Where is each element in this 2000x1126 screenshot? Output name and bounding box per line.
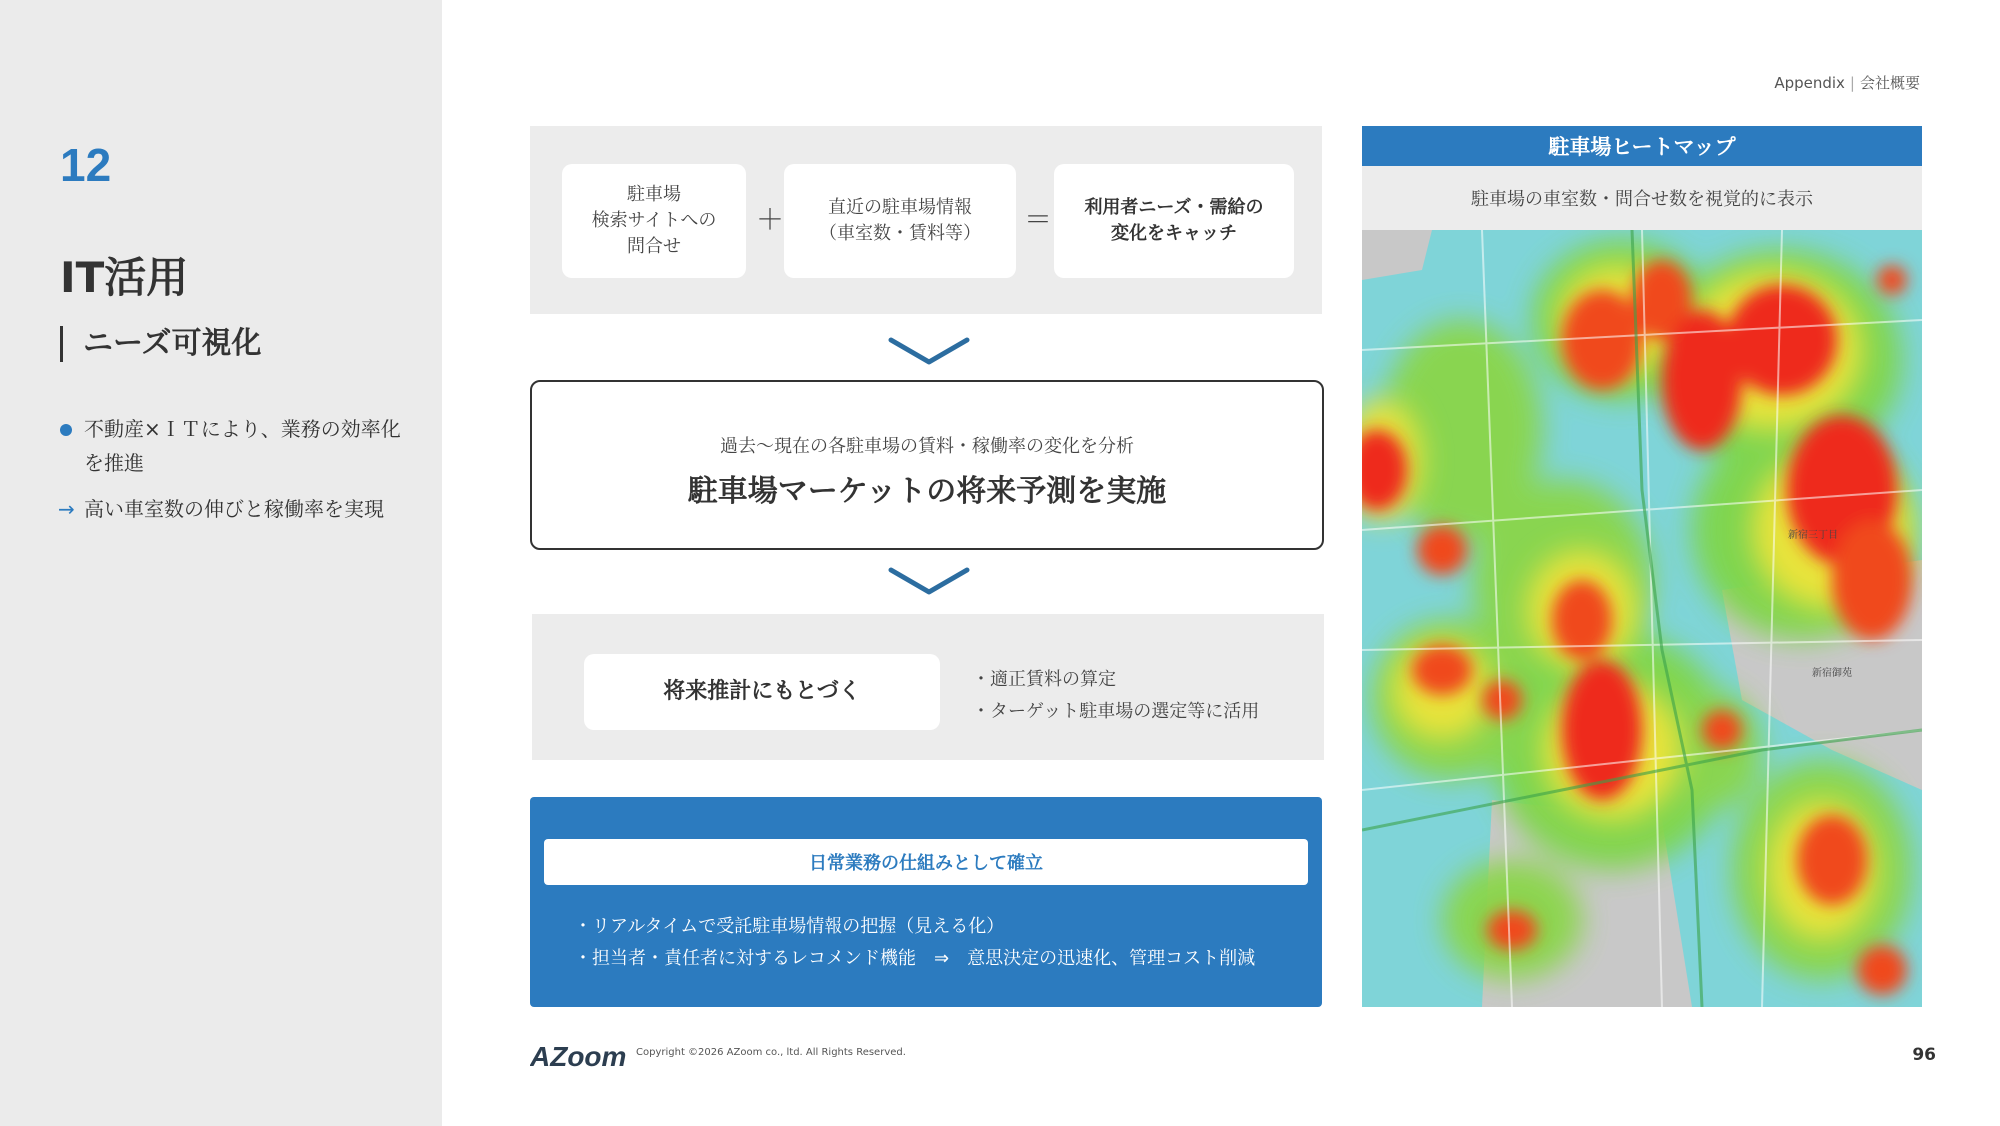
copyright: Copyright ©2026 AZoom co., ltd. All Rights Reserved. [636, 1047, 906, 1058]
bullet-item: 不動産×ＩＴにより、業務の効率化を推進 [58, 412, 408, 480]
forecast-label: 将来推計にもとづく [584, 654, 940, 730]
map-label: 新宿御苑 [1812, 668, 1852, 679]
operations-header: 日常業務の仕組みとして確立 [544, 839, 1308, 885]
list-item: ・リアルタイムで受託駐車場情報の把握（見える化） [574, 916, 1005, 937]
map-label: 新宿三丁目 [1788, 530, 1838, 541]
bullet-list [58, 412, 408, 538]
plus-sign: ＋ [756, 203, 785, 236]
inquiry-card: 駐車場 検索サイトへの 問合せ [562, 164, 746, 278]
chevron-down-icon [888, 336, 970, 368]
section-subtitle: ニーズ可視化 [60, 326, 262, 362]
bullet-dot-icon [60, 424, 72, 436]
heatmap-image [1362, 230, 1922, 1007]
list-item: ・適正賃料の算定 [972, 669, 1116, 690]
forecast-list [972, 664, 1259, 728]
azoom-logo [530, 1040, 626, 1074]
arrow-right-icon: → [58, 497, 75, 521]
analysis-box [530, 380, 1324, 550]
list-item: ・ターゲット駐車場の選定等に活用 [972, 701, 1260, 722]
equals-sign: ＝ [1024, 203, 1053, 236]
analysis-caption: 過去〜現在の各駐車場の賃料・稼働率の変化を分析 [720, 436, 1134, 457]
formula-panel [530, 126, 1322, 314]
heatmap-title: 駐車場ヒートマップ [1362, 126, 1922, 166]
needs-card: 利用者ニーズ・需給の 変化をキャッチ [1054, 164, 1294, 278]
sidebar [0, 0, 442, 1126]
header-breadcrumb: Appendix | 会社概要 [1774, 74, 1920, 92]
operations-list [574, 911, 1255, 975]
parking-info-card: 直近の駐車場情報 （車室数・賃料等） [784, 164, 1016, 278]
list-item: ・担当者・責任者に対するレコメンド機能 ⇒ 意思決定の迅速化、管理コスト削減 [574, 948, 1256, 969]
page-number: 96 [1912, 1045, 1936, 1065]
logo-text: AZoom [530, 1041, 626, 1072]
section-number: 12 [60, 139, 112, 191]
analysis-headline: 駐車場マーケットの将来予測を実施 [687, 474, 1167, 509]
heatmap-subtitle: 駐車場の車室数・問合せ数を視覚的に表示 [1362, 166, 1922, 230]
bullet-item: → 高い車室数の伸びと稼働率を実現 [58, 492, 408, 526]
chevron-down-icon [888, 566, 970, 598]
section-title: IT活用 [60, 253, 189, 302]
forecast-panel [532, 614, 1324, 760]
operations-panel [530, 797, 1322, 1007]
